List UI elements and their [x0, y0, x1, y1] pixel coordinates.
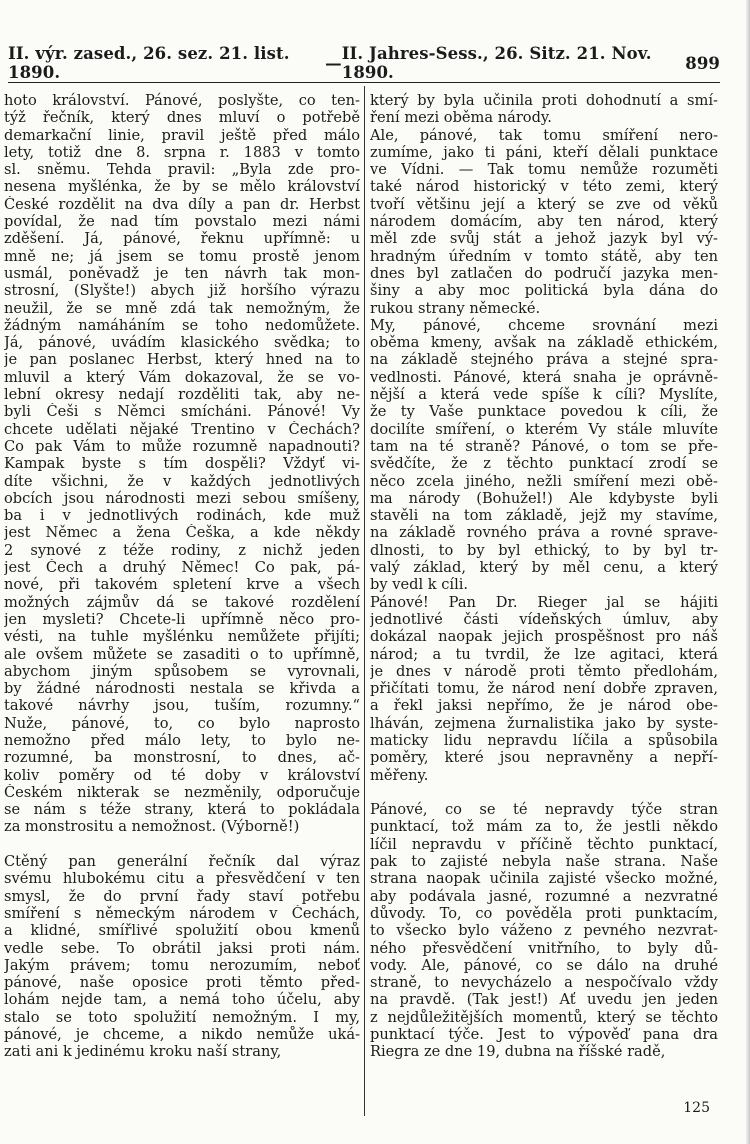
text-line: měřeny.: [370, 766, 429, 784]
text-line: povídal, že nad tím povstalo mezi námi: [4, 213, 360, 231]
text-line: svědčíte, že z těchto punktací zrodí se: [370, 455, 718, 473]
text-line: šiny a aby moc politická byla dána do: [370, 282, 718, 300]
text-line: Českém nikterak se nezměnily, odporučuje: [4, 783, 360, 801]
text-line: Jakým právem; tomu nerozumím, neboť: [4, 956, 360, 974]
text-line: obcích jsou národnosti mezi sebou smíšeny,: [4, 489, 360, 507]
text-line: lohám nejde tam, a nemá toho účelu, aby: [4, 991, 360, 1009]
text-line: usmál, poněvadž je ten návrh tak mon-: [4, 264, 360, 282]
text-line: neužil, že se mně zdá tak nemožným, že: [4, 299, 360, 317]
page-header: [8, 44, 720, 82]
text-line: Nuže, pánové, to, co bylo naprosto: [4, 714, 360, 732]
header-german: II. Jahres-Sess., 26. Sitz. 21. Nov. 1890.: [341, 44, 652, 82]
text-line: vody. Ale, pánové, co se dálo na druhé: [370, 956, 718, 974]
text-line: nemožno před málo lety, to bylo ne-: [4, 731, 360, 749]
header-page-number: 899: [685, 53, 720, 73]
text-line: nější a která vede spíše k cíli? Myslíte,: [370, 386, 718, 404]
text-line: hoto království. Pánové, poslyšte, co ten-: [4, 92, 360, 109]
text-line: jest Němec a žena Češka, a kde někdy: [4, 524, 360, 542]
text-line: možných zájmův dá se takové rozdělení: [4, 593, 360, 611]
text-line: týž řečník, který dnes mluví o potřebě: [4, 109, 360, 127]
text-line: z nejdůležitějších momentů, který se těchto: [370, 1008, 718, 1026]
text-line: národem domácím, aby ten národ, který: [370, 213, 718, 231]
text-line: mluvil a který Vám dokazoval, že se vo-: [4, 368, 360, 386]
text-line: a řekl jaksi nepřímo, že je národ obe-: [370, 697, 718, 715]
text-line: Pánové, co se té nepravdy týče stran: [370, 801, 718, 819]
text-line: Co pak Vám to může rozumně napadnouti?: [4, 437, 360, 455]
text-line: důvody. To, co pověděla proti punktacím,: [370, 904, 718, 922]
right-column: [370, 92, 718, 1061]
text-line: My, pánové, chceme srovnání mezi: [370, 316, 718, 334]
text-line: stalo se toto spolužití nemožným. I my,: [4, 1008, 360, 1026]
text-line: nové, při takovém spletení krve a všech: [4, 576, 360, 594]
text-line: měl zde svůj stát a jehož jazyk byl vý-: [370, 230, 718, 248]
text-line: také národ historický v této zemi, který: [370, 178, 718, 196]
text-line: ale ovšem můžete se zasaditi o to upřímně,: [4, 645, 360, 663]
text-line: pak to zajisté nebyla naše strana. Naše: [370, 853, 718, 871]
text-line: Ale, pánové, tak tomu smíření nero-: [370, 126, 718, 144]
text-line: ba i v jednotlivých rodinách, kde muž: [4, 507, 360, 525]
text-line: žádným namáháním se toho nedomůžete.: [4, 316, 360, 334]
text-line: stavěli na tom základě, jejž my stavíme,: [370, 507, 718, 525]
text-line: smíření s německým národem v Čechách,: [4, 904, 360, 922]
text-line: Riegra ze dne 19, dubna na říšské radě,: [370, 1043, 666, 1061]
text-line: že ty Vaše punktace povedou k cíli, že: [370, 403, 718, 421]
text-line: na pravdě. (Tak jest!) Ať uvedu jen jeden: [370, 991, 718, 1009]
text-line: [4, 836, 360, 853]
text-line: Kampak byste s tím dospěli? Vždyť vi-: [4, 455, 360, 473]
text-line: ve Vídni. — Tak tomu nemůže rozuměti: [370, 161, 718, 179]
text-line: jest Čech a druhý Němec! Co pak, pá-: [4, 559, 360, 577]
text-line: ření mezi oběma národy.: [370, 109, 552, 127]
text-line: je dnes v národě proti těmto předlohám,: [370, 662, 718, 680]
text-line: koliv poměry od té doby v království: [4, 766, 360, 784]
footer-page-number: 125: [683, 1100, 710, 1116]
text-line: na základě rovného práva a rovné sprave-: [370, 524, 718, 542]
text-line: za monstrositu a nemožnost. (Výborně!): [4, 818, 300, 836]
text-line: jednotlivé části vídeňských úmluv, aby: [370, 610, 718, 628]
text-line: zati ani k jedinému kroku naší strany,: [4, 1043, 282, 1061]
text-line: díte všichni, že v každých jednotlivých: [4, 472, 360, 490]
text-line: dlnosti, to by byl ethický, to by byl tr-: [370, 541, 718, 559]
text-line: ma národy (Bohužel!) Ale kdybyste byli: [370, 489, 718, 507]
text-line: rukou strany německé.: [370, 299, 541, 317]
text-line: který by byla učinila proti dohodnutí a smí-: [370, 92, 718, 109]
header-czech: II. výr. zased., 26. sez. 21. list. 1890.: [8, 44, 290, 82]
text-line: docilíte smíření, o kterém Vy stále mluvíte: [370, 420, 718, 438]
text-line: punktací, tož mám za to, že jestli někdo: [370, 818, 718, 836]
text-line: národ; a tu tvrdil, že lze agitaci, která: [370, 645, 718, 663]
text-line: by vedl k cíli.: [370, 576, 469, 594]
column-divider: [364, 86, 365, 1116]
text-line: byli Češi s Němci smícháni. Pánové! Vy: [4, 403, 360, 421]
text-line: vésti, na tuhle myšlénku nemůžete přijíti;: [4, 628, 360, 646]
scan-edge: [746, 0, 750, 1144]
text-line: sl. sněmu. Tehda pravil: „Byla zde pro-: [4, 161, 360, 179]
text-line: České rozdělit na dva díly a pan dr. Herbst: [4, 195, 360, 213]
text-line: lháván, zejmena žurnalistika jako by syste-: [370, 714, 718, 732]
text-line: a klidné, smířlivé spolužití obou kmenů: [4, 922, 360, 940]
text-line: svému hlubokému citu a přesvědčení v ten: [4, 870, 360, 888]
text-line: dokázal naopak jejich prospěšnost pro náš: [370, 628, 718, 646]
text-line: lety, totiž dne 8. srpna r. 1883 v tomto: [4, 143, 360, 161]
text-line: pánové, je chceme, a nikdo nemůže uká-: [4, 1026, 360, 1044]
text-line: Pánové! Pan Dr. Rieger jal se hájiti: [370, 593, 718, 611]
text-line: Já, pánové, uvádím klasického svědka; to: [4, 334, 360, 352]
text-line: [370, 784, 718, 801]
text-line: přičítati tomu, že národ není dobře zpraven,: [370, 680, 718, 698]
text-line: strosní, (Slyšte!) abych již horšího výrazu: [4, 282, 360, 300]
text-line: maticky lidu nepravdu líčila a spůsobila: [370, 731, 718, 749]
text-line: vedlnosti. Pánové, která snaha je oprávně-: [370, 368, 718, 386]
text-line: mně ne; já jsem se tomu prostě jenom: [4, 247, 360, 265]
text-line: hradným úředním v tomto státě, aby ten: [370, 247, 718, 265]
text-line: straně, to nevycházelo a nespočívalo vždy: [370, 974, 718, 992]
text-line: tam na té straně? Pánové, o tom se pře-: [370, 437, 718, 455]
text-line: zumíme, jako ti páni, kteří dělali punktace: [370, 143, 718, 161]
text-line: jen mysleti? Chcete-li upřímně něco pro-: [4, 610, 360, 628]
text-line: oběma kmeny, avšak na základě ethickém,: [370, 334, 718, 352]
text-line: to všecko bylo váženo z pevného nezvrat-: [370, 922, 718, 940]
text-line: ného přesvědčení vnitřního, to byly dů-: [370, 939, 718, 957]
text-line: tvoří většinu její a který se zve od věků: [370, 195, 718, 213]
text-line: lební okresy nedají rozděliti tak, aby ne-: [4, 386, 360, 404]
text-line: by žádné národnosti nestala se křivda a: [4, 680, 360, 698]
text-line: abychom jiným spůsobem se vyrovnali,: [4, 662, 360, 680]
text-line: zděšení. Já, pánové, řeknu upřímně: u: [4, 230, 360, 248]
text-line: Ctěný pan generální řečník dal výraz: [4, 853, 360, 871]
text-line: takové návrhy jsou, tuším, rozumny.“: [4, 697, 360, 715]
text-line: strana naopak učinila zajisté všecko možné,: [370, 870, 718, 888]
header-separator: —: [325, 53, 342, 73]
text-line: je pan poslanec Herbst, který hned na to: [4, 351, 360, 369]
text-line: chcete udělati nějaké Trentino v Čechách?: [4, 420, 360, 438]
text-line: pánové, naše oposice proti těmto před-: [4, 974, 360, 992]
text-line: smysl, že do první řady staví potřebu: [4, 887, 360, 905]
text-line: něco zcela jiného, nežli smíření mezi obě-: [370, 472, 718, 490]
text-line: vedle sebe. To obrátil jaksi proti nám.: [4, 939, 360, 957]
text-line: valý základ, který by měl cenu, a který: [370, 559, 718, 577]
header-rule: [8, 82, 720, 83]
text-line: aby podávala jasné, rozumné a nezvratné: [370, 887, 718, 905]
text-line: se nám s téže strany, která to pokládala: [4, 801, 360, 819]
text-line: dnes byl zatlačen do područí jazyka men-: [370, 264, 718, 282]
text-line: 2 synové z téže rodiny, z nichž jeden: [4, 541, 360, 559]
text-line: nesena myšlénka, že by se mělo království: [4, 178, 360, 196]
text-line: demarkační linie, pravil ještě před málo: [4, 126, 360, 144]
text-line: na základě stejného práva a stejné spra-: [370, 351, 718, 369]
text-line: poměry, které jsou nepravněny a nepří-: [370, 749, 718, 767]
text-line: rozumné, ba monstrosní, to dnes, ač-: [4, 749, 360, 767]
left-column: [4, 92, 360, 1061]
text-line: punktací týče. Jest to výpověď pana dra: [370, 1026, 718, 1044]
text-line: líčil nepravdu v příčině těchto punktací,: [370, 835, 718, 853]
